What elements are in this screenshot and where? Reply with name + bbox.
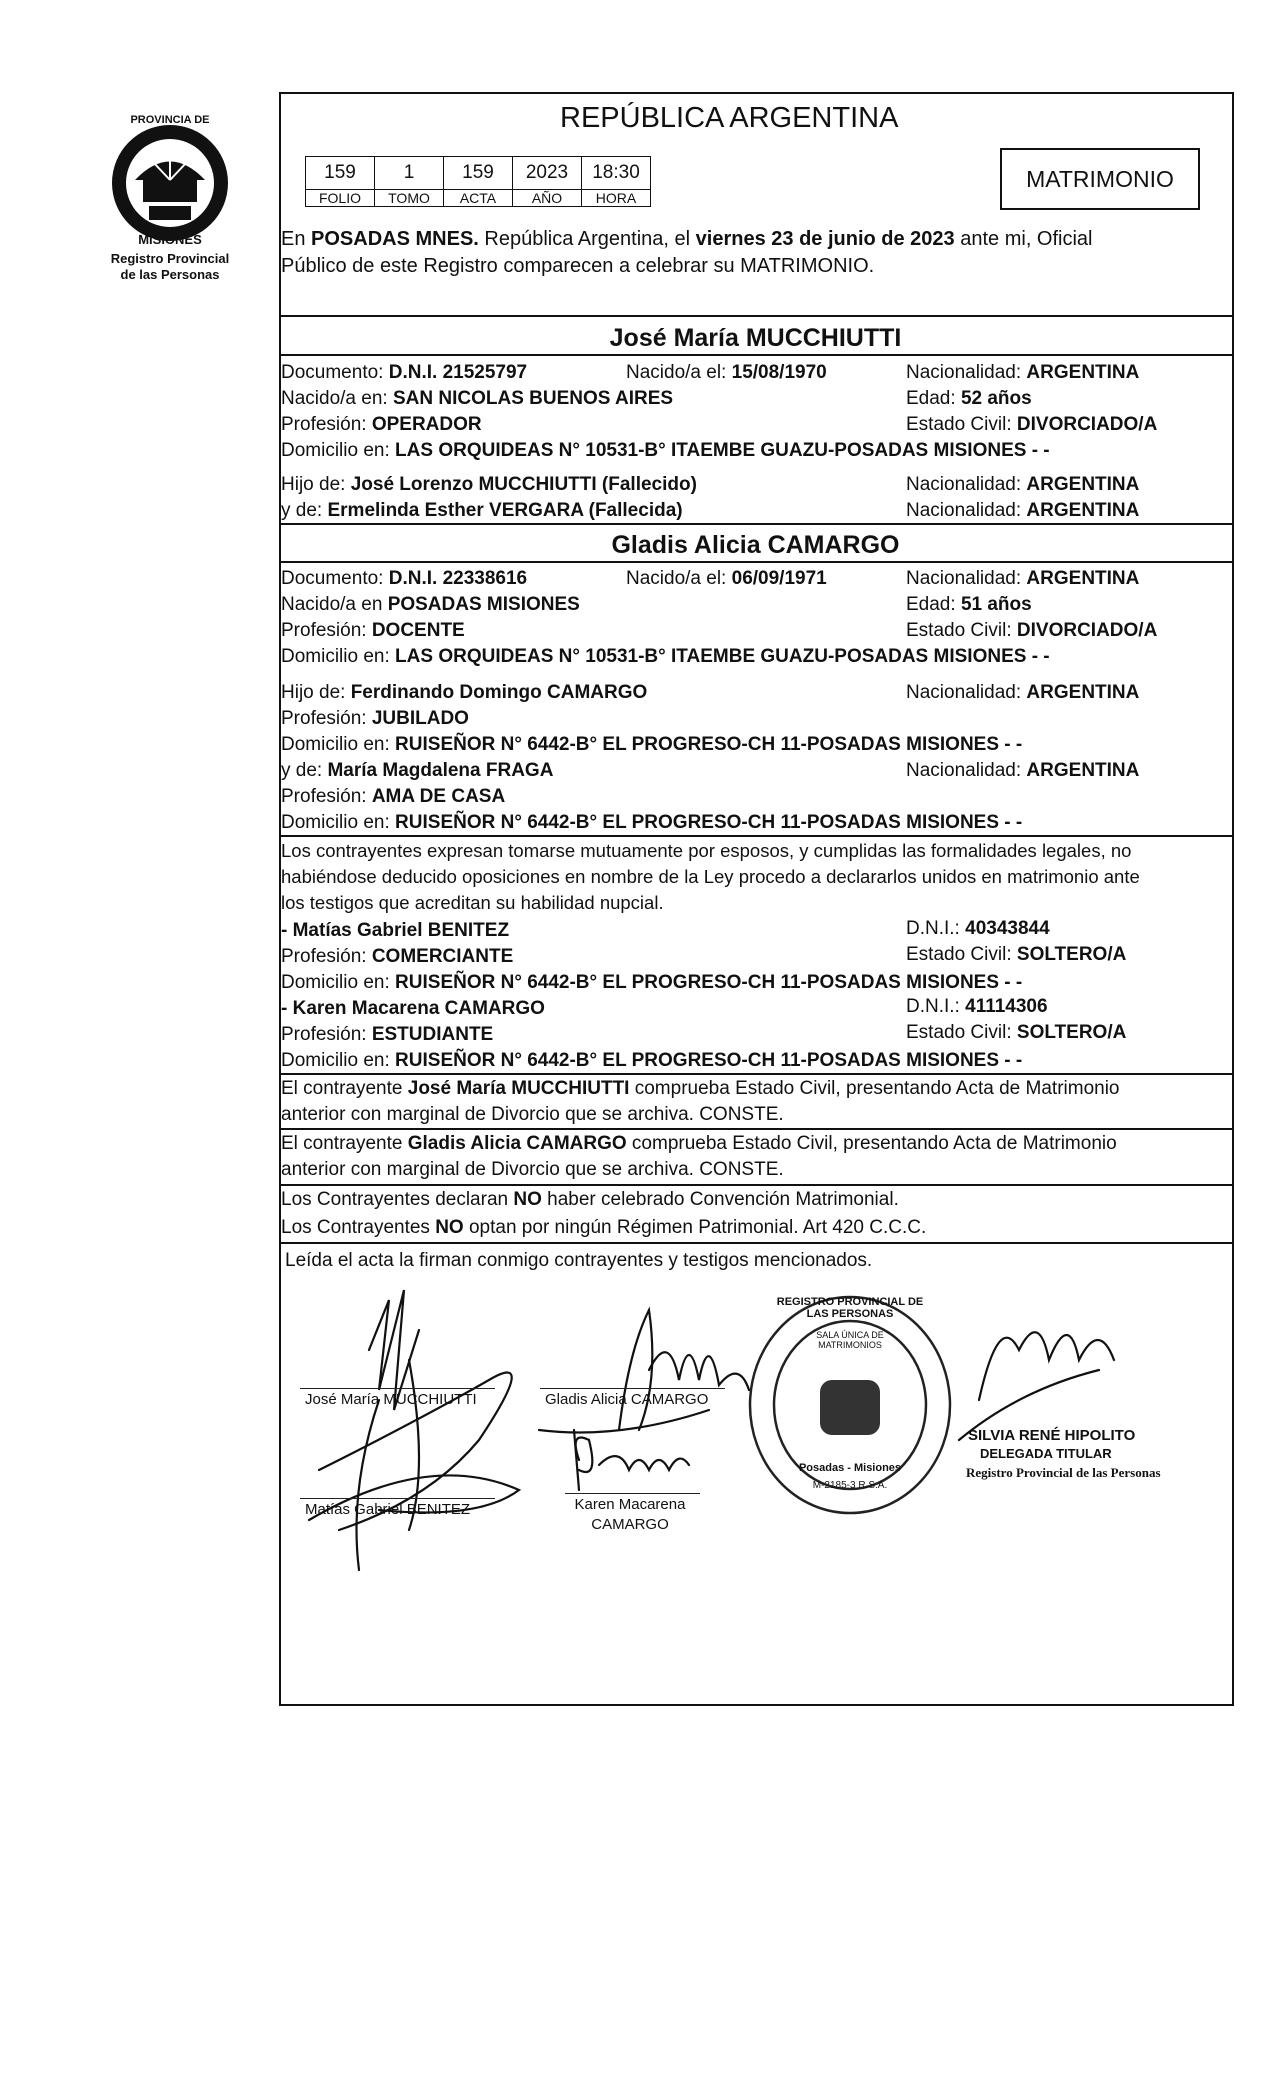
registry-table xyxy=(305,156,651,207)
label: Estado Civil: xyxy=(906,414,1012,435)
spouse2-mother-nat xyxy=(906,760,1139,782)
value: Ermelinda Esther VERGARA (Fallecida) xyxy=(327,500,683,521)
label: Domicilio en: xyxy=(281,972,390,993)
label: Nacido/a en: xyxy=(281,388,388,409)
note-1-line-2: anterior con marginal de Divorcio que se archiva. CONSTE. xyxy=(281,1104,784,1125)
intro-text: En xyxy=(281,228,312,250)
value: 51 años xyxy=(960,594,1032,615)
label: Nacionalidad: xyxy=(906,474,1022,495)
stamp-text-inner: SALA ÚNICA DE MATRIMONIOS xyxy=(816,1330,884,1350)
spouse2-father xyxy=(281,682,647,704)
value: ARGENTINA xyxy=(1026,682,1140,703)
label: Nacionalidad: xyxy=(906,568,1022,589)
stamp-text-top: REGISTRO PROVINCIAL DE LAS PERSONAS xyxy=(776,1296,924,1320)
label: Nacido/a el: xyxy=(626,568,727,589)
value: D.N.I. 21525797 xyxy=(388,362,528,383)
spouse2-father-addr xyxy=(281,734,1022,756)
spouse2-document xyxy=(281,568,527,590)
spouse1-born xyxy=(626,362,827,384)
spouse2-mother-prof xyxy=(281,786,505,808)
spouse2-born xyxy=(626,568,827,590)
value: Ferdinando Domingo CAMARGO xyxy=(350,682,648,703)
anio-label: AÑO xyxy=(513,190,582,207)
label: Nacionalidad: xyxy=(906,362,1022,383)
text: El contrayente xyxy=(281,1133,408,1154)
emphasis: NO xyxy=(513,1189,542,1210)
text: comprueba Estado Civil, presentando Acta de Matrimonio xyxy=(626,1133,1117,1154)
provincial-seal-icon xyxy=(105,118,235,248)
value: DIVORCIADO/A xyxy=(1016,620,1158,641)
spouse2-civil xyxy=(906,620,1157,642)
seal-text-bottom: MISIONES xyxy=(138,232,202,247)
label: Edad: xyxy=(906,594,956,615)
spouse1-nationality xyxy=(906,362,1139,384)
value: RUISEÑOR N° 6442-B° EL PROGRESO-CH 11-POSADAS MISIONES - - xyxy=(395,734,1023,755)
spouse1-mother-nat xyxy=(906,500,1139,522)
value: JUBILADO xyxy=(371,708,469,729)
witness1-profession xyxy=(281,946,513,968)
declaration-line-2: habiéndose deducido oposiciones en nombre de la Ley procedo a declararlos unidos en matrimonio ante xyxy=(281,866,1140,887)
value: POSADAS MISIONES xyxy=(387,594,580,615)
signature-name-4-line-1: Karen Macarena xyxy=(574,1496,686,1513)
value: COMERCIANTE xyxy=(371,946,514,967)
value: DIVORCIADO/A xyxy=(1016,414,1158,435)
folio-label: FOLIO xyxy=(306,190,375,207)
signature-name-4-line-2: CAMARGO xyxy=(591,1516,669,1533)
value: DOCENTE xyxy=(371,620,465,641)
value: AMA DE CASA xyxy=(371,786,506,807)
tomo-value: 1 xyxy=(375,157,444,190)
folio-value: 159 xyxy=(306,157,375,190)
value: ARGENTINA xyxy=(1026,474,1140,495)
text: Los Contrayentes xyxy=(281,1217,436,1238)
acta-label: ACTA xyxy=(444,190,513,207)
label: Domicilio en: xyxy=(281,646,390,667)
witness1-name: - Matías Gabriel BENITEZ xyxy=(281,920,510,941)
text: optan por ningún Régimen Patrimonial. Art 420 C.C.C. xyxy=(463,1217,927,1238)
spouse1-address xyxy=(281,440,1050,462)
label: Documento: xyxy=(281,362,384,383)
witness2-dni xyxy=(906,996,1048,1018)
label: Nacionalidad: xyxy=(906,500,1022,521)
label: Profesión: xyxy=(281,1024,367,1045)
value: 15/08/1970 xyxy=(731,362,827,383)
spouse2-profession xyxy=(281,620,465,642)
emphasis: NO xyxy=(435,1217,464,1238)
value: 52 años xyxy=(960,388,1032,409)
spouse2-address xyxy=(281,646,1050,668)
intro-text: ante mi, Oficial xyxy=(954,228,1093,250)
intro-line-2: Público de este Registro comparecen a celebrar su MATRIMONIO. xyxy=(281,255,875,277)
text: comprueba Estado Civil, presentando Acta de Matrimonio xyxy=(629,1078,1120,1099)
label: Estado Civil: xyxy=(906,944,1012,965)
spouse1-name: José María MUCCHIUTTI xyxy=(609,324,902,352)
witness1-civil xyxy=(906,944,1126,966)
label: Profesión: xyxy=(281,946,367,967)
spouse1-father-nat xyxy=(906,474,1139,496)
stamp-code: M-2185-3 R.S.A. xyxy=(812,1480,888,1491)
seal-text-top: PROVINCIA DE xyxy=(130,114,210,126)
text: El contrayente xyxy=(281,1078,408,1099)
label: Hijo de: xyxy=(281,682,346,703)
name: José María MUCCHIUTTI xyxy=(407,1078,630,1099)
spouse2-age xyxy=(906,594,1032,616)
label: Domicilio en: xyxy=(281,1050,390,1071)
anio-value: 2023 xyxy=(513,157,582,190)
label: Documento: xyxy=(281,568,384,589)
intro-date: viernes 23 de junio de 2023 xyxy=(695,228,955,250)
value: ESTUDIANTE xyxy=(371,1024,494,1045)
document-type: MATRIMONIO xyxy=(1026,165,1174,192)
label: Estado Civil: xyxy=(906,1022,1012,1043)
spouse1-mother xyxy=(281,500,683,522)
acta-value: 159 xyxy=(444,157,513,190)
note-2-line-1 xyxy=(281,1133,1117,1155)
value: ARGENTINA xyxy=(1026,568,1140,589)
value: SOLTERO/A xyxy=(1016,1022,1127,1043)
tomo-label: TOMO xyxy=(375,190,444,207)
value: D.N.I. 22338616 xyxy=(388,568,528,589)
value: SAN NICOLAS BUENOS AIRES xyxy=(392,388,674,409)
label: Nacido/a en xyxy=(281,594,383,615)
label: Hijo de: xyxy=(281,474,346,495)
signature-name-3: Matías Gabriel BENITEZ xyxy=(305,1501,471,1518)
label: Edad: xyxy=(906,388,956,409)
intro-city: POSADAS MNES. xyxy=(311,228,479,250)
value: 40343844 xyxy=(965,918,1050,939)
name: Gladis Alicia CAMARGO xyxy=(407,1133,627,1154)
value: 41114306 xyxy=(965,996,1048,1017)
stamp-text-bottom: Posadas - Misiones xyxy=(798,1462,902,1474)
declaration-line-1: Los contrayentes expresan tomarse mutuamente por esposos, y cumplidas las formalidades legales, no xyxy=(281,840,1132,861)
witness2-address xyxy=(281,1050,1022,1072)
spouse2-birthplace xyxy=(281,594,580,616)
label: Estado Civil: xyxy=(906,620,1012,641)
witness1-address xyxy=(281,972,1022,994)
label: Domicilio en: xyxy=(281,812,390,833)
intro-text: República Argentina, el xyxy=(478,228,696,250)
label: y de: xyxy=(281,500,323,521)
label: Domicilio en: xyxy=(281,734,390,755)
spouse1-age xyxy=(906,388,1032,410)
label: Nacido/a el: xyxy=(626,362,727,383)
label: Nacionalidad: xyxy=(906,760,1022,781)
spouse1-profession xyxy=(281,414,482,436)
hora-label: HORA xyxy=(582,190,651,207)
hora-value: 18:30 xyxy=(582,157,651,190)
note-1-line-1 xyxy=(281,1078,1120,1100)
registry-logo xyxy=(105,114,235,248)
witness2-profession xyxy=(281,1024,493,1046)
spouse2-mother-addr xyxy=(281,812,1022,834)
witness2-civil xyxy=(906,1022,1126,1044)
value: ARGENTINA xyxy=(1026,760,1140,781)
spouse2-father-nat xyxy=(906,682,1139,704)
value: 06/09/1971 xyxy=(731,568,827,589)
label: Profesión: xyxy=(281,414,367,435)
spouse1-civil xyxy=(906,414,1157,436)
value: María Magdalena FRAGA xyxy=(327,760,554,781)
signature-name-2: Gladis Alicia CAMARGO xyxy=(545,1391,709,1408)
value: RUISEÑOR N° 6442-B° EL PROGRESO-CH 11-POSADAS MISIONES - - xyxy=(395,972,1023,993)
value: ARGENTINA xyxy=(1026,362,1140,383)
declaration-line-3: los testigos que acreditan su habilidad nupcial. xyxy=(281,892,664,913)
spouse1-father xyxy=(281,474,697,496)
text: haber celebrado Convención Matrimonial. xyxy=(541,1189,899,1210)
value: RUISEÑOR N° 6442-B° EL PROGRESO-CH 11-POSADAS MISIONES - - xyxy=(395,1050,1023,1071)
spouse2-father-prof xyxy=(281,708,469,730)
label: Profesión: xyxy=(281,786,367,807)
label: D.N.I.: xyxy=(906,918,960,939)
spouse1-document xyxy=(281,362,527,384)
value: RUISEÑOR N° 6442-B° EL PROGRESO-CH 11-POSADAS MISIONES - - xyxy=(395,812,1023,833)
value: LAS ORQUIDEAS N° 10531-B° ITAEMBE GUAZU-POSADAS MISIONES - - xyxy=(395,440,1050,461)
official-name: SILVIA RENÉ HIPOLITO xyxy=(968,1427,1136,1444)
value: SOLTERO/A xyxy=(1016,944,1127,965)
official-org: Registro Provincial de las Personas xyxy=(966,1465,1161,1480)
value: OPERADOR xyxy=(371,414,482,435)
note-2-line-2: anterior con marginal de Divorcio que se archiva. CONSTE. xyxy=(281,1159,784,1180)
spouse2-nationality xyxy=(906,568,1139,590)
label: Domicilio en: xyxy=(281,440,390,461)
value: José Lorenzo MUCCHIUTTI (Fallecido) xyxy=(350,474,697,495)
note-4 xyxy=(281,1217,926,1239)
spouse1-birthplace xyxy=(281,388,673,410)
text: Los Contrayentes declaran xyxy=(281,1189,514,1210)
label: Profesión: xyxy=(281,708,367,729)
spouse2-mother xyxy=(281,760,553,782)
logo-label-1: Registro Provincial xyxy=(110,251,230,266)
witness1-dni xyxy=(906,918,1050,940)
country-title: REPÚBLICA ARGENTINA xyxy=(560,102,899,134)
value: ARGENTINA xyxy=(1026,500,1140,521)
label: y de: xyxy=(281,760,323,781)
spouse2-name: Gladis Alicia CAMARGO xyxy=(611,531,900,559)
note-3 xyxy=(281,1189,899,1211)
intro-line-1 xyxy=(281,228,1093,250)
signatures-intro: Leída el acta la firman conmigo contrayentes y testigos mencionados. xyxy=(285,1250,873,1271)
logo-label-2: de las Personas xyxy=(120,267,220,282)
signature-name-1: José María MUCCHIUTTI xyxy=(305,1391,477,1408)
label: D.N.I.: xyxy=(906,996,960,1017)
label: Nacionalidad: xyxy=(906,682,1022,703)
document-type-box xyxy=(1000,148,1200,210)
witness2-name: - Karen Macarena CAMARGO xyxy=(281,998,545,1019)
label: Profesión: xyxy=(281,620,367,641)
official-title: DELEGADA TITULAR xyxy=(980,1446,1112,1461)
value: LAS ORQUIDEAS N° 10531-B° ITAEMBE GUAZU-POSADAS MISIONES - - xyxy=(395,646,1050,667)
